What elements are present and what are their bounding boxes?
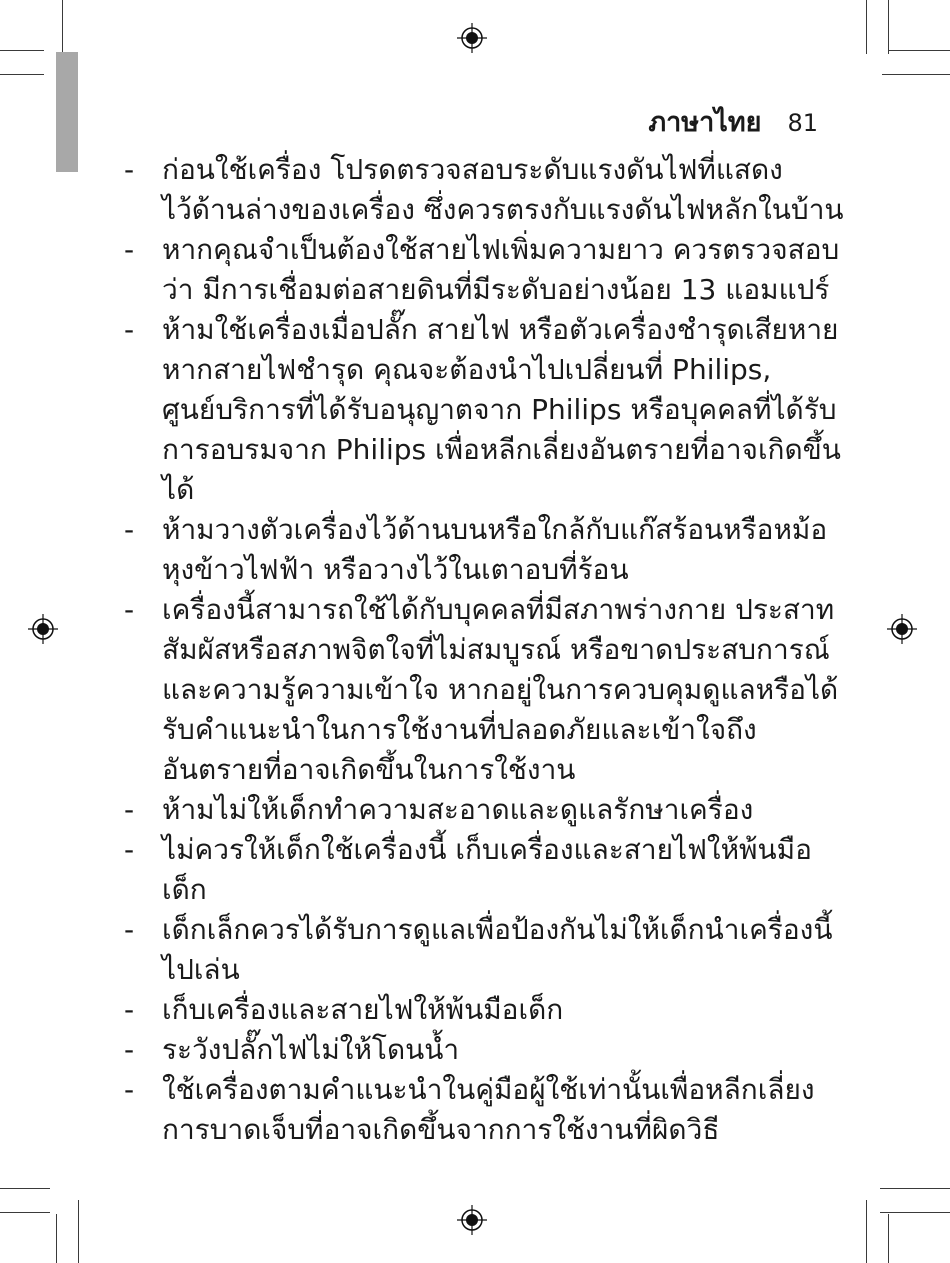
text-line: ห้ามไม่ให้เด็กทำความสะอาดและดูแลรักษาเครื่อง	[162, 793, 754, 826]
list-item-text	[162, 990, 830, 1030]
language-title: ภาษาไทย	[648, 107, 762, 138]
bullet-dash: -	[124, 153, 135, 186]
list-item-text	[162, 1070, 830, 1150]
registration-mark-icon	[457, 1205, 487, 1235]
list-item	[118, 510, 830, 590]
list-item	[118, 990, 830, 1030]
safety-list	[118, 150, 844, 1150]
crop-mark	[882, 74, 950, 75]
text-line: ได้	[162, 473, 195, 506]
bullet-dash: -	[124, 1033, 135, 1066]
crop-mark	[866, 1200, 867, 1263]
text-line: และความรู้ความเข้าใจ หากอยู่ในการควบคุมดูแลหรือได้	[162, 673, 839, 706]
bullet-dash: -	[124, 913, 135, 946]
page-number: 81	[787, 109, 818, 137]
registration-mark-icon	[457, 23, 487, 53]
list-item	[118, 150, 844, 230]
text-line: ห้ามวางตัวเครื่องไว้ด้านบนหรือใกล้กับแก๊สร้อนหรือหม้อ	[162, 513, 828, 546]
text-line: หากคุณจำเป็นต้องใช้สายไฟเพิ่มความยาว ควรตรวจสอบ	[162, 233, 840, 266]
list-item-text	[162, 830, 830, 910]
text-line: ว่า มีการเชื่อมต่อสายดินที่มีระดับอย่างน้อย 13 แอมแปร์	[162, 273, 830, 306]
crop-mark	[0, 1212, 50, 1213]
text-line: หากสายไฟชำรุด คุณจะต้องนำไปเปลี่ยนที่ Philips,	[162, 353, 772, 386]
text-line: ไปเล่น	[162, 953, 240, 986]
crop-mark	[888, 1214, 889, 1263]
registration-mark-icon	[887, 614, 917, 644]
text-line: ศูนย์บริการที่ได้รับอนุญาตจาก Philips หรือบุคคลที่ได้รับ	[162, 393, 837, 426]
crop-mark	[78, 1200, 79, 1263]
list-item	[118, 230, 840, 310]
text-line: ห้ามใช้เครื่องเมื่อปลั๊ก สายไฟ หรือตัวเครื่องชำรุดเสียหาย	[162, 313, 839, 346]
crop-mark	[866, 0, 867, 54]
bullet-dash: -	[124, 993, 135, 1026]
list-item-text	[162, 790, 830, 830]
list-item	[118, 790, 830, 830]
crop-mark	[880, 1212, 950, 1213]
crop-mark	[56, 1214, 57, 1263]
section-tab	[56, 52, 78, 172]
bullet-dash: -	[124, 593, 135, 626]
text-line: ระวังปลั๊กไฟไม่ให้โดนน้ำ	[162, 1033, 460, 1066]
list-item	[118, 910, 833, 990]
list-item	[118, 1070, 830, 1150]
text-line: ก่อนใช้เครื่อง โปรดตรวจสอบระดับแรงดันไฟที่แสดง	[162, 153, 783, 186]
list-item-text	[162, 910, 832, 990]
list-item	[118, 310, 841, 510]
bullet-dash: -	[124, 833, 135, 866]
list-item-text	[162, 150, 844, 230]
text-line: ใช้เครื่องตามคำแนะนำในคู่มือผู้ใช้เท่านั้นเพื่อหลีกเลี่ยง	[162, 1073, 815, 1106]
text-line: ไม่ควรให้เด็กใช้เครื่องนี้ เก็บเครื่องและสายไฟให้พ้นมือ	[162, 833, 812, 866]
bullet-dash: -	[124, 233, 135, 266]
text-line: เครื่องนี้สามารถใช้ได้กับบุคคลที่มีสภาพร่างกาย ประสาท	[162, 593, 835, 626]
crop-mark	[888, 50, 950, 51]
registration-mark-icon	[28, 614, 58, 644]
bullet-dash: -	[124, 793, 135, 826]
list-item-text	[162, 590, 838, 790]
text-line: เด็ก	[162, 873, 207, 906]
text-line: รับคำแนะนำในการใช้งานที่ปลอดภัยและเข้าใจถึง	[162, 713, 757, 746]
crop-mark	[888, 0, 889, 54]
text-line: เก็บเครื่องและสายไฟให้พ้นมือเด็ก	[162, 993, 564, 1026]
text-line: การบาดเจ็บที่อาจเกิดขึ้นจากการใช้งานที่ผิดวิธี	[162, 1113, 720, 1146]
text-line: หุงข้าวไฟฟ้า หรือวางไว้ในเตาอบที่ร้อน	[162, 553, 629, 586]
page-header	[648, 100, 818, 143]
crop-mark	[880, 1188, 950, 1189]
bullet-dash: -	[124, 1073, 135, 1106]
list-item-text	[162, 1030, 830, 1070]
list-item-text	[162, 510, 830, 590]
list-item-text	[162, 230, 839, 310]
crop-mark	[0, 74, 44, 75]
bullet-dash: -	[124, 313, 135, 346]
list-item	[118, 1030, 830, 1070]
bullet-dash: -	[124, 513, 135, 546]
text-line: ไว้ด้านล่างของเครื่อง ซึ่งควรตรงกับแรงดันไฟหลักในบ้าน	[162, 193, 844, 226]
text-line: อันตรายที่อาจเกิดขึ้นในการใช้งาน	[162, 753, 576, 786]
list-item	[118, 830, 830, 910]
list-item-text	[162, 310, 841, 510]
text-line: เด็กเล็กควรได้รับการดูแลเพื่อป้องกันไม่ให้เด็กนำเครื่องนี้	[162, 913, 833, 946]
list-item	[118, 590, 839, 790]
crop-mark	[0, 50, 44, 51]
text-line: สัมผัสหรือสภาพจิตใจที่ไม่สมบูรณ์ หรือขาดประสบการณ์	[162, 633, 830, 666]
crop-mark	[0, 1188, 50, 1189]
text-line: การอบรมจาก Philips เพื่อหลีกเลี่ยงอันตรายที่อาจเกิดขึ้น	[162, 433, 841, 466]
